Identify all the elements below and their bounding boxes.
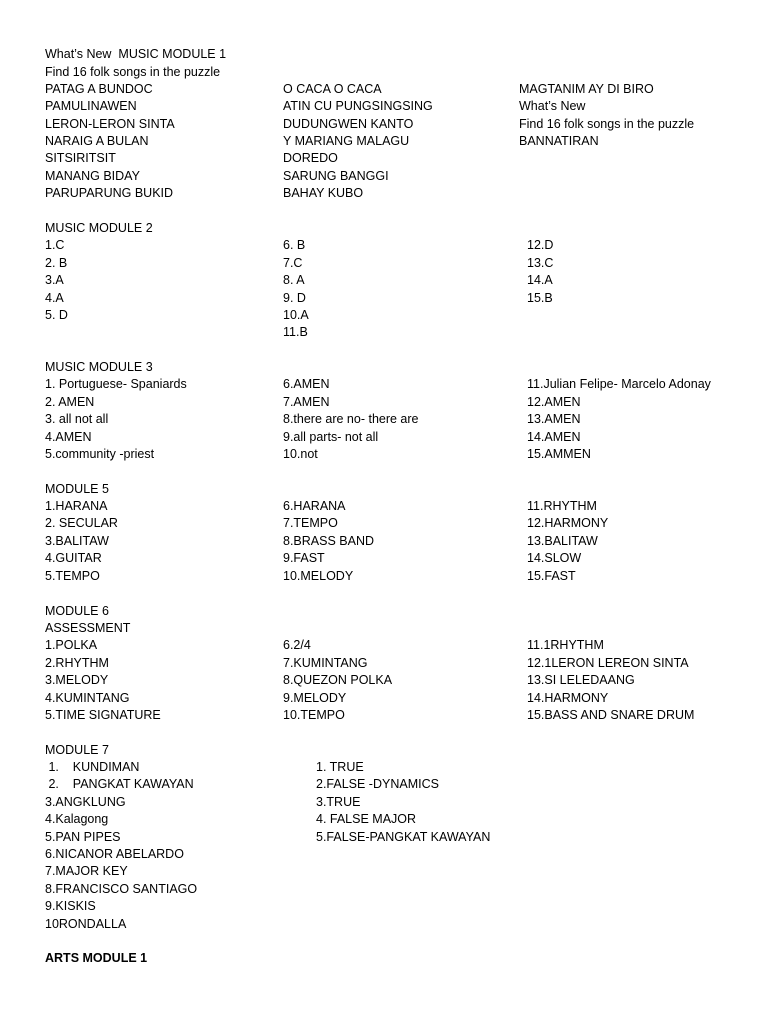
answer-item: NARAIG A BULAN	[45, 134, 149, 148]
answer-item: 6.NICANOR ABELARDO	[45, 847, 184, 861]
answer-item: 13.SI LELEDAANG	[527, 673, 635, 687]
answer-item: 12.HARMONY	[527, 516, 609, 530]
answer-item: 14.HARMONY	[527, 691, 609, 705]
page-title: What’s New MUSIC MODULE 1	[45, 47, 227, 61]
answer-item: 13.AMEN	[527, 412, 581, 426]
answer-item: 5.community -priest	[45, 447, 155, 461]
answer-item: 3.MELODY	[45, 673, 109, 687]
answer-item: 6.AMEN	[283, 377, 330, 391]
answer-item: 14.SLOW	[527, 551, 582, 565]
answer-item: 1.HARANA	[45, 499, 108, 513]
answer-item: 15.BASS AND SNARE DRUM	[527, 708, 695, 722]
answer-item: 9. D	[283, 291, 306, 305]
answer-item: DOREDO	[283, 151, 338, 165]
answer-item: 2.RHYTHM	[45, 656, 109, 670]
answer-item: BAHAY KUBO	[283, 186, 364, 200]
answer-item: 1.POLKA	[45, 638, 98, 652]
answer-item: 8.there are no- there are	[283, 412, 419, 426]
answer-item: DUDUNGWEN KANTO	[283, 117, 414, 131]
answer-item: 4. FALSE MAJOR	[316, 812, 417, 826]
answer-item: 9.FAST	[283, 551, 325, 565]
answer-item: MANANG BIDAY	[45, 169, 140, 183]
answer-item: 3. all not all	[45, 412, 109, 426]
answer-item: 2. PANGKAT KAWAYAN	[45, 777, 194, 791]
answer-item: 7.KUMINTANG	[283, 656, 368, 670]
answer-item: 11.1RHYTHM	[527, 638, 604, 652]
answer-item: 9.KISKIS	[45, 899, 96, 913]
section-heading: ARTS MODULE 1	[45, 951, 148, 965]
answer-item: 3.TRUE	[316, 795, 361, 809]
answer-item: 10.not	[283, 447, 318, 461]
answer-item: BANNATIRAN	[519, 134, 599, 148]
answer-item: 14.AMEN	[527, 430, 581, 444]
answer-item: 13.C	[527, 256, 554, 270]
answer-item: MAGTANIM AY DI BIRO	[519, 82, 654, 96]
answer-item: 5.TIME SIGNATURE	[45, 708, 161, 722]
answer-item: 11.RHYTHM	[527, 499, 597, 513]
answer-item: 6. B	[283, 238, 306, 252]
section-heading: MUSIC MODULE 2	[45, 221, 153, 235]
answer-item: 11.Julian Felipe- Marcelo Adonay	[527, 377, 711, 391]
answer-item: SITSIRITSIT	[45, 151, 116, 165]
answer-item: 2. B	[45, 256, 68, 270]
answer-item: 5.TEMPO	[45, 569, 100, 583]
answer-item: 7.C	[283, 256, 303, 270]
answer-item: 7.TEMPO	[283, 516, 338, 530]
section-subheading: ASSESSMENT	[45, 621, 131, 635]
answer-item: 4.KUMINTANG	[45, 691, 130, 705]
answer-item: 2. AMEN	[45, 395, 95, 409]
answer-item: 4.GUITAR	[45, 551, 102, 565]
answer-item: 7.AMEN	[283, 395, 330, 409]
answer-item: 13.BALITAW	[527, 534, 598, 548]
answer-item: 12.D	[527, 238, 554, 252]
answer-item: 7.MAJOR KEY	[45, 864, 128, 878]
answer-item: Find 16 folk songs in the puzzle	[519, 117, 695, 131]
answer-item: SARUNG BANGGI	[283, 169, 389, 183]
answer-item: 4.Kalagong	[45, 812, 109, 826]
section-heading: MUSIC MODULE 3	[45, 360, 153, 374]
answer-item: 10.A	[283, 308, 309, 322]
answer-item: 10RONDALLA	[45, 917, 127, 931]
answer-item: 6.2/4	[283, 638, 311, 652]
answer-item: 8. A	[283, 273, 305, 287]
answer-item: What’s New	[519, 99, 586, 113]
answer-item: PAMULINAWEN	[45, 99, 137, 113]
answer-item: 1. Portuguese- Spaniards	[45, 377, 187, 391]
answer-item: 4.A	[45, 291, 64, 305]
answer-item: 3.ANGKLUNG	[45, 795, 126, 809]
answer-item: 15.FAST	[527, 569, 576, 583]
answer-item: 2. SECULAR	[45, 516, 118, 530]
answer-item: 8.FRANCISCO SANTIAGO	[45, 882, 198, 896]
answer-item: 5. D	[45, 308, 68, 322]
answer-item: 3.A	[45, 273, 64, 287]
answer-item: 12.AMEN	[527, 395, 581, 409]
answer-item: 8.QUEZON POLKA	[283, 673, 393, 687]
answer-item: 5.PAN PIPES	[45, 830, 121, 844]
answer-item: 9.all parts- not all	[283, 430, 379, 444]
answer-item: Y MARIANG MALAGU	[283, 134, 410, 148]
answer-item: ATIN CU PUNGSINGSING	[283, 99, 433, 113]
answer-item: PARUPARUNG BUKID	[45, 186, 174, 200]
answer-item: 6.HARANA	[283, 499, 346, 513]
answer-item: 15.AMMEN	[527, 447, 591, 461]
answer-item: 4.AMEN	[45, 430, 92, 444]
answer-item: 3.BALITAW	[45, 534, 109, 548]
answer-item: 1. KUNDIMAN	[45, 760, 140, 774]
section-heading: MODULE 5	[45, 482, 109, 496]
answer-item: 14.A	[527, 273, 553, 287]
instruction-text: Find 16 folk songs in the puzzle	[45, 65, 221, 79]
answer-item: PATAG A BUNDOC	[45, 82, 153, 96]
answer-item: O CACA O CACA	[283, 82, 382, 96]
answer-item: 9.MELODY	[283, 691, 347, 705]
answer-item: 8.BRASS BAND	[283, 534, 375, 548]
answer-item: LERON-LERON SINTA	[45, 117, 175, 131]
answer-item: 1. TRUE	[316, 760, 364, 774]
answer-item: 5.FALSE-PANGKAT KAWAYAN	[316, 830, 491, 844]
answer-item: 10.MELODY	[283, 569, 354, 583]
answer-item: 11.B	[283, 325, 308, 339]
answer-item: 15.B	[527, 291, 553, 305]
section-heading: MODULE 7	[45, 743, 109, 757]
answer-item: 10.TEMPO	[283, 708, 345, 722]
answer-item: 2.FALSE -DYNAMICS	[316, 777, 439, 791]
answer-item: 12.1LERON LEREON SINTA	[527, 656, 689, 670]
answer-item: 1.C	[45, 238, 65, 252]
section-heading: MODULE 6	[45, 604, 109, 618]
